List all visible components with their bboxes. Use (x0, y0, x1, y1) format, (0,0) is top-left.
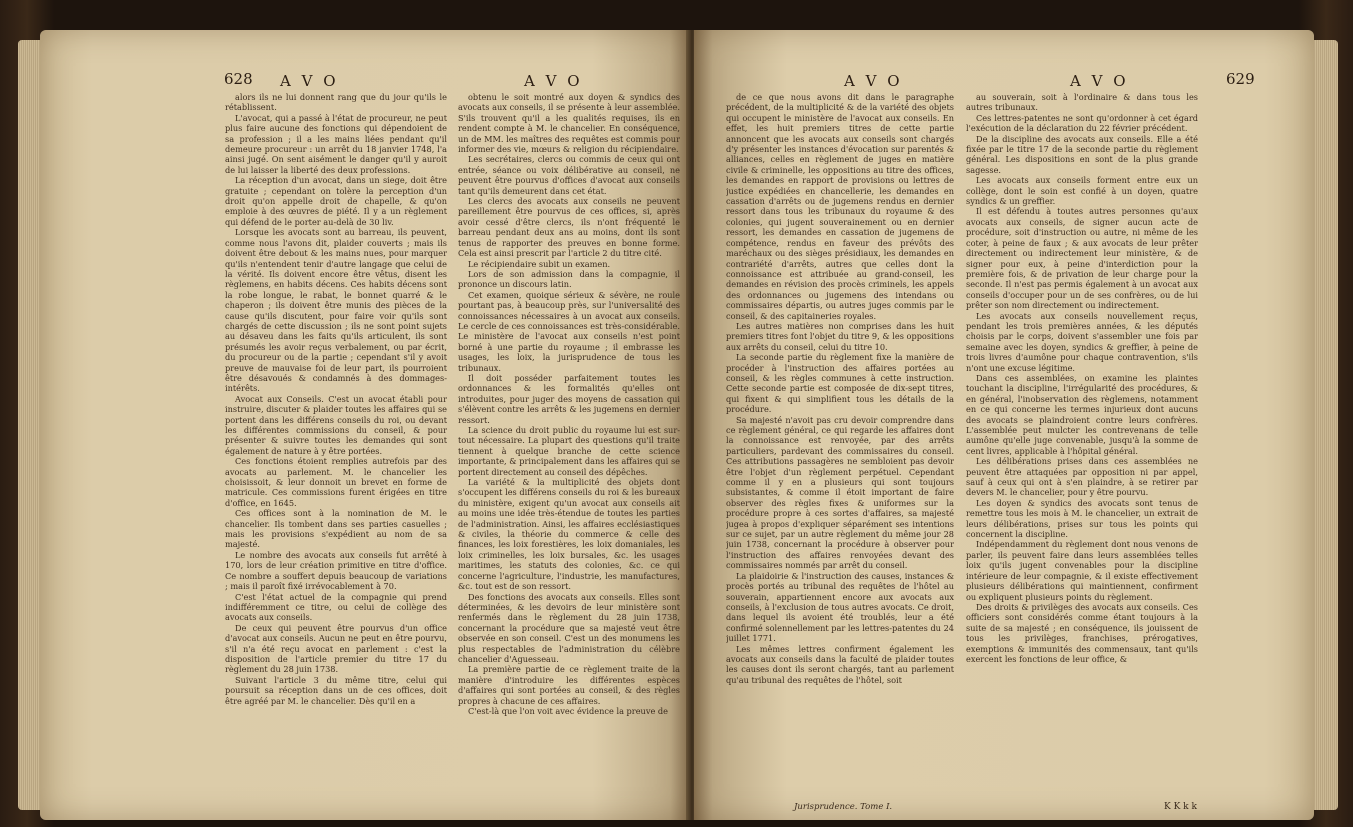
paragraph: Les doyen & syndics des avocats sont tenus de remettre tous les mois à M. le chancelier, un extrait de leurs délibérations, prises sur tous les points qui concernent la discipline. (966, 497, 1198, 540)
paragraph: La variété & la multiplicité des objets dont s'occupent les différens conseils du roi & les bureaux du ministère, exigent qu'un avocat aux conseils ait au moins une idée très-étendue de toutes les parties de l'administration. Ainsi, les affaires ecclésiastiques & civiles, la théorie du commerce & celle des finances, les loix forestières, les loix domaniales, les loix criminelles, les loix bursales, &c. les usages maritimes, les statuts des colonies, &c. ce qui concerne l'agriculture, l'industrie, les manufactures, &c. tout est de son ressort. (458, 477, 680, 592)
paragraph: Les avocats aux conseils forment entre eux un collège, dont le soin est confié à un doyen, quatre syndics & un greffier. (966, 175, 1198, 207)
right-page-column-2 (966, 92, 1198, 798)
paragraph: Les mêmes lettres confirment également les avocats aux conseils dans la faculté de plaider toutes les causes dont ils seront chargés, tant au parlement qu'au tribunal des requêtes de l'hôtel, soit (726, 643, 954, 685)
paragraph: C'est l'état actuel de la compagnie qui prend indifféremment ce titre, ou celui de collège des avocats aux conseils. (225, 591, 447, 623)
page-edges-right (1312, 40, 1338, 810)
paragraph: de ce que nous avons dit dans le paragraphe précédent, de la multiplicité & de la variété des objets qui occupent le ministère de l'avocat aux conseils. En effet, les huit premiers titres de cette partie annoncent que les avocats aux conseils sont chargés d'y présenter les instances d'évocation sur parentés & alliances, celles en règlement de juges en matière civile & criminelle, les oppositions au titre des offices, les demandes en rapport de provisions ou lettres de justice expédiées en chancellerie, les demandes en cassation d'arrêts ou de jugemens rendus en dernier ressort dans tous les tribunaux du royaume & des colonies, qui jugent souverainement ou en dernier ressort, les demandes en cassation de jugemens de compétence, rendus en faveur des prévôts des maréchaux ou des sièges présidiaux, les demandes en contrariété d'arrêts, autres que celles dont la connoissance est attribuée au grand-conseil, les demandes en révision des procès criminels, les appels des ordonnances ou jugemens des intendans ou commissaires départis, ou autres juges commis par le conseil, & des capitaineries royales. (726, 92, 954, 321)
paragraph: Ces offices sont à la nomination de M. le chancelier. Ils tombent dans ses parties casuelles ; mais les provisions s'expédient au nom de sa majesté. (225, 508, 447, 550)
paragraph: La seconde partie du règlement fixe la manière de procéder à l'instruction des affaires portées au conseil, & les règles communes à cette instruction. Cette seconde partie est composée de dix-sept titres, qui fixent & qui simplifient tous les détails de la procédure. (726, 352, 954, 415)
running-header-right-col2: A V O (1070, 72, 1129, 90)
paragraph: Les autres matières non comprises dans les huit premiers titres font l'objet du titre 9, & les oppositions aux arrêts du conseil, celui du titre 10. (726, 320, 954, 352)
paragraph: alors ils ne lui donnent rang que du jour qu'ils le rétablissent. (225, 92, 447, 113)
paragraph: Sa majesté n'avoit pas cru devoir comprendre dans ce règlement général, ce qui regarde les affaires dont la connoissance est renvoyée, par des arrêts particuliers, pardevant des commissaires du conseil. Ces attributions passagères ne sembloient pas devoir être l'objet d'un règlement perpétuel. Cependant comme il y en a plusieurs qui sont toujours subsistantes, & comme il étoit important de faire observer des règles fixes & uniformes sur la procédure propre à ces sortes d'affaires, sa majesté jugea à propos d'expliquer séparément ses intentions sur ce sujet, par un autre règlement du même jour 28 juin 1738, concernant la procédure à observer pour l'instruction des affaires renvoyées devant des commissaires nommés par arrêt du conseil. (726, 414, 954, 571)
running-header-left-col2: A V O (524, 72, 583, 90)
paragraph: au souverain, soit à l'ordinaire & dans tous les autres tribunaux. (966, 92, 1198, 113)
left-page (40, 30, 690, 820)
paragraph: Le récipiendaire subit un examen. (468, 258, 611, 269)
paragraph: obtenu le soit montré aux doyen & syndics des avocats aux conseils, il se présente à leur assemblée. S'ils trouvent qu'il a les qualités requises, ils en rendent compte à M. le chancelier. En conséquence, un de MM. les maîtres des requêtes est commis pour informer des vie, mœurs & religion du récipiendaire. (458, 92, 680, 155)
page-number-left: 628 (224, 70, 253, 88)
paragraph: La première partie de ce règlement traite de la manière d'introduire les différentes espèces d'affaires qui sont portées au conseil, & des règles propres à chacune de ces affaires. (458, 664, 680, 706)
running-header-right-col1: A V O (844, 72, 903, 90)
paragraph: La science du droit public du royaume lui est sur-tout nécessaire. La plupart des questions qu'il traite tiennent à quelque branche de cette science importante, & principalement dans les affaires qui se portent directement au conseil des dépêches. (458, 425, 680, 477)
paragraph: Des droits & privilèges des avocats aux conseils. Ces officiers sont considérés comme étant toujours à la suite de sa majesté ; en conséquence, ils jouissent de tous les privilèges, franchises, prérogatives, exemptions & immunités des commensaux, tant qu'ils exercent les fonctions de leur office, & (966, 601, 1198, 664)
paragraph: C'est-là que l'on voit avec évidence la preuve de (468, 705, 668, 716)
right-page-column-1 (726, 92, 954, 792)
footer-volume-label: Jurisprudence. Tome I. (794, 802, 893, 812)
left-page-column-1 (225, 92, 447, 812)
paragraph: Des fonctions des avocats aux conseils. Elles sont déterminées, & les devoirs de leur ministère sont renfermés dans le règlement du 28 juin 1738, concernant la procédure que sa majesté veut être observée en son conseil. C'est un des monumens les plus respectables de l'administration du célèbre chancelier d'Aguesseau. (458, 591, 680, 664)
paragraph: Lorsque les avocats sont au barreau, ils peuvent, comme nous l'avons dit, plaider couverts ; mais ils doivent être debout & les mains nues, pour marquer qu'ils n'entendent tenir d'autre langage que celui de la vérité. Ils doivent encore être vêtus, disent les règlemens, en habits décens. Ces habits décens sont la robe longue, le rabat, le bonnet quarré & le chaperon ; ils doivent être munis des pièces de la cause qu'ils discutent, pour faire voir qu'ils sont chargés de cette discussion ; ils ne sont point sujets au désaveu dans les faits qu'ils articulent, ils sont présumés les avoir reçus verbalement, ou par écrit, du procureur ou de la partie ; cependant s'il y avoit preuve de mauvaise foi de leur part, ils pourroient être désavoués & condamnés à des dommages-intérêts. (225, 227, 447, 394)
paragraph: Indépendamment du règlement dont nous venons de parler, ils peuvent faire dans leurs assemblées telles loix qu'ils jugent convenables pour la discipline intérieure de leur compagnie, & il existe effectivement plusieurs délibérations qui maintiennent, confirment ou expliquent plusieurs points du règlement. (966, 539, 1198, 602)
paragraph: Il est défendu à toutes autres personnes qu'aux avocats aux conseils, de signer aucun acte de procédure, soit d'instruction ou autre, ni même de les coter, à peine de faux ; & aux avocats de leur prêter directement ou indirectement leur ministère, & de signer pour eux, à peine d'interdiction pour la première fois, & de privation de leur charge pour la seconde. Il n'est pas permis également à un avocat aux conseils d'occuper pour un de ses confrères, ou de lui prêter son nom directement ou indirectement. (966, 206, 1198, 311)
right-page (694, 30, 1314, 820)
paragraph: La réception d'un avocat, dans un siege, doit être gratuite ; cependant on tolère la perception d'un droit qu'on appelle droit de chapelle, & qu'on emploie à des œuvres de piété. Il y a un règlement qui défend de le porter au-delà de 30 liv. (225, 175, 447, 227)
paragraph: De ceux qui peuvent être pourvus d'un office d'avocat aux conseils. Aucun ne peut en être pourvu, s'il n'a été reçu avocat en parlement : c'est la disposition de l'article premier du titre 17 du règlement du 28 juin 1738. (225, 622, 447, 675)
paragraph: Ces fonctions étoient remplies autrefois par des avocats au parlement. M. le chancelier les choisissoit, & leur donnoit un brevet en forme de matricule. Ces commissions furent érigées en titre d'office, en 1645. (225, 456, 447, 508)
paragraph: Les clercs des avocats aux conseils ne peuvent pareillement être pourvus de ces offices, si, après avoir cessé d'être clercs, ils n'ont fréquenté le barreau pendant deux ans au moins, dont ils sont tenus de rapporter des preuves en bonne forme. Cela est ainsi prescrit par l'article 2 du titre cité. (458, 196, 680, 259)
running-header-left-col1: A V O (280, 72, 339, 90)
page-edges-left (18, 40, 42, 810)
paragraph: Le nombre des avocats aux conseils fut arrêté à 170, lors de leur création primitive en titre d'office. Ce nombre a souffert depuis beaucoup de variations ; mais il paroît fixé irrévocablement à 70. (225, 549, 447, 592)
paragraph: Les secrétaires, clercs ou commis de ceux qui ont entrée, séance ou voix délibérative au conseil, ne peuvent être pourvus d'offices d'avocat aux conseils tant qu'ils demeurent dans cet état. (458, 154, 680, 196)
paragraph: Avocat aux Conseils. C'est un avocat établi pour instruire, discuter & plaider toutes les affaires qui se portent dans les différens conseils du roi, ou devant les différentes commissions du conseil, & pour présenter & suivre toutes les demandes qui sont également de nature à y être portées. (225, 393, 447, 456)
paragraph: Ces lettres-patentes ne sont qu'ordonner à cet égard l'exécution de la déclaration du 22 février précédent. (966, 112, 1198, 134)
paragraph: Les délibérations prises dans ces assemblées ne peuvent être attaquées par opposition ni par appel, sauf à ceux qui ont à s'en plaindre, à se retirer par devers M. le chancelier, pour y être pourvu. (966, 456, 1198, 498)
paragraph: L'avocat, qui a passé à l'état de procureur, ne peut plus faire aucune des fonctions qui dépendoient de sa profession ; il a les mains liées pendant qu'il demeure procureur : un arrêt du 18 janvier 1748, l'a ainsi jugé. On sent aisément le danger qu'il y auroit de lui laisser la liberté des deux professions. (225, 112, 447, 175)
signature-mark: K K k k (1164, 802, 1197, 812)
page-number-right: 629 (1226, 70, 1255, 88)
paragraph: La plaidoirie & l'instruction des causes, instances & procès portés au tribunal des requêtes de l'hôtel au souverain, appartiennent encore aux avocats aux conseils, à l'exclusion de tous autres avocats. Ce droit, dans lequel ils avoient été troublés, leur a été confirmé solennellement par les lettres-patentes du 24 juillet 1771. (726, 570, 954, 644)
paragraph: Dans ces assemblées, on examine les plaintes touchant la discipline, l'irrégularité des procédures, & en général, l'inobservation des règlemens, notamment en ce qui concerne les termes injurieux dont aucuns des avocats se plaindroient contre leurs confrères. L'assemblée peut mulcter les contrevenans de telle aumône qu'elle juge convenable, jusqu'à la somme de cent livres, applicable à l'hôpital général. (966, 372, 1198, 456)
paragraph: Cet examen, quoique sérieux & sévère, ne roule pourtant pas, à beaucoup près, sur l'universalité des connoissances nécessaires à un avocat aux conseils. Le cercle de ces connoissances est très-considérable. Le ministère de l'avocat aux conseils n'est point borné à une partie du royaume ; il embrasse les usages, les loix, la jurisprudence de tous les tribunaux. (458, 289, 680, 373)
paragraph: Les avocats aux conseils nouvellement reçus, pendant les trois premières années, & les députés choisis par le corps, doivent s'assembler une fois par semaine avec les doyen, syndics & greffier, à peine de trois livres d'aumône pour chaque contravention, s'ils n'ont une excuse légitime. (966, 310, 1198, 373)
paragraph: Lors de son admission dans la compagnie, il prononce un discours latin. (458, 268, 680, 290)
paragraph: Suivant l'article 3 du même titre, celui qui poursuit sa réception dans un de ces offices, doit être agréé par M. le chancelier. Dès qu'il en a (225, 674, 447, 706)
left-page-column-2 (458, 92, 680, 812)
paragraph: Il doit posséder parfaitement toutes les ordonnances & les formalités qu'elles ont introduites, pour juger des moyens de cassation qui s'élèvent contre les arrêts & les jugemens en dernier ressort. (458, 372, 680, 425)
paragraph: De la discipline des avocats aux conseils. Elle a été fixée par le titre 17 de la seconde partie du règlement général. Les dispositions en sont de la plus grande sagesse. (966, 133, 1198, 175)
